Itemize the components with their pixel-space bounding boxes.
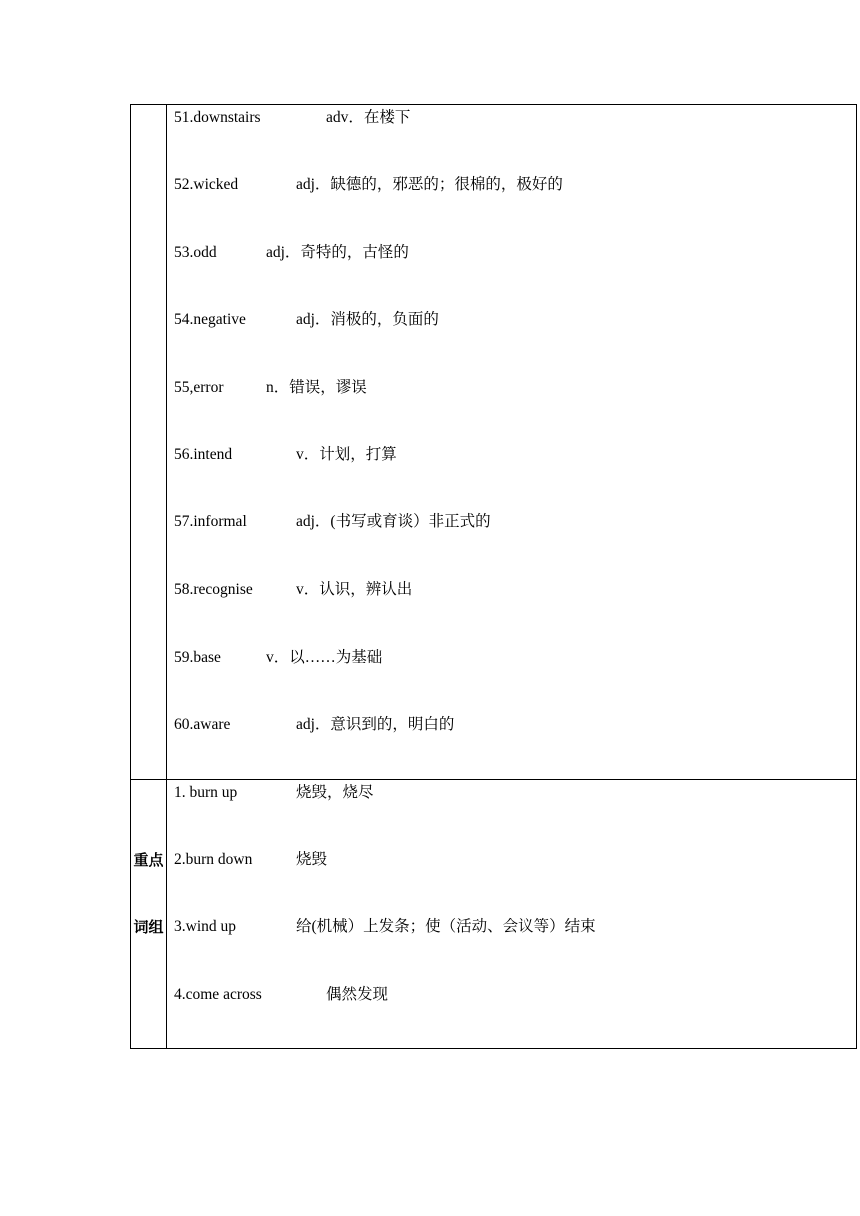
column-divider [166,105,167,1048]
vocab-word: 54.negative [174,311,246,328]
phrase-text: 1. burn up [174,784,238,801]
vocab-meaning: adj．(书写或育谈）非正式的 [296,513,491,530]
vocab-meaning: n．错误，谬误 [266,379,367,396]
phrase-meaning: 烧毁 [296,851,328,868]
vocab-meaning: adj．意识到的，明白的 [296,716,455,733]
vocab-word: 56.intend [174,446,233,463]
section-label-line2: 词组 [133,918,164,936]
phrase-text: 3.wind up [174,918,236,935]
phrase-meaning: 偶然发现 [326,986,389,1003]
phrase-text: 4.come across [174,986,262,1003]
vocab-word: 60.aware [174,716,231,733]
vocab-word: 57.informal [174,513,247,530]
vocab-meaning: v．计划，打算 [296,446,397,463]
section-label-line1: 重点 [133,851,164,869]
vocab-word: 51.downstairs [174,109,261,126]
vocabulary-table [130,104,857,1049]
vocab-meaning: adv．在楼下 [326,109,411,126]
vocab-meaning: adj．缺德的，邪恶的；很棉的，极好的 [296,176,563,193]
vocab-meaning: adj．消极的，负面的 [296,311,439,328]
vocab-meaning: v．认识，辨认出 [296,581,413,598]
vocab-word: 59.base [174,649,221,666]
vocab-word: 53.odd [174,244,217,261]
row-divider [131,779,856,780]
vocab-meaning: v．以……为基础 [266,649,383,666]
vocab-word: 58.recognise [174,581,253,598]
vocab-word: 55,error [174,379,224,396]
vocab-word: 52.wicked [174,176,239,193]
phrase-text: 2.burn down [174,851,253,868]
vocab-meaning: adj．奇特的，古怪的 [266,244,409,261]
phrase-meaning: 烧毁，烧尽 [296,784,374,801]
phrase-meaning: 给(机械）上发条；使（活动、会议等）结束 [296,918,596,935]
